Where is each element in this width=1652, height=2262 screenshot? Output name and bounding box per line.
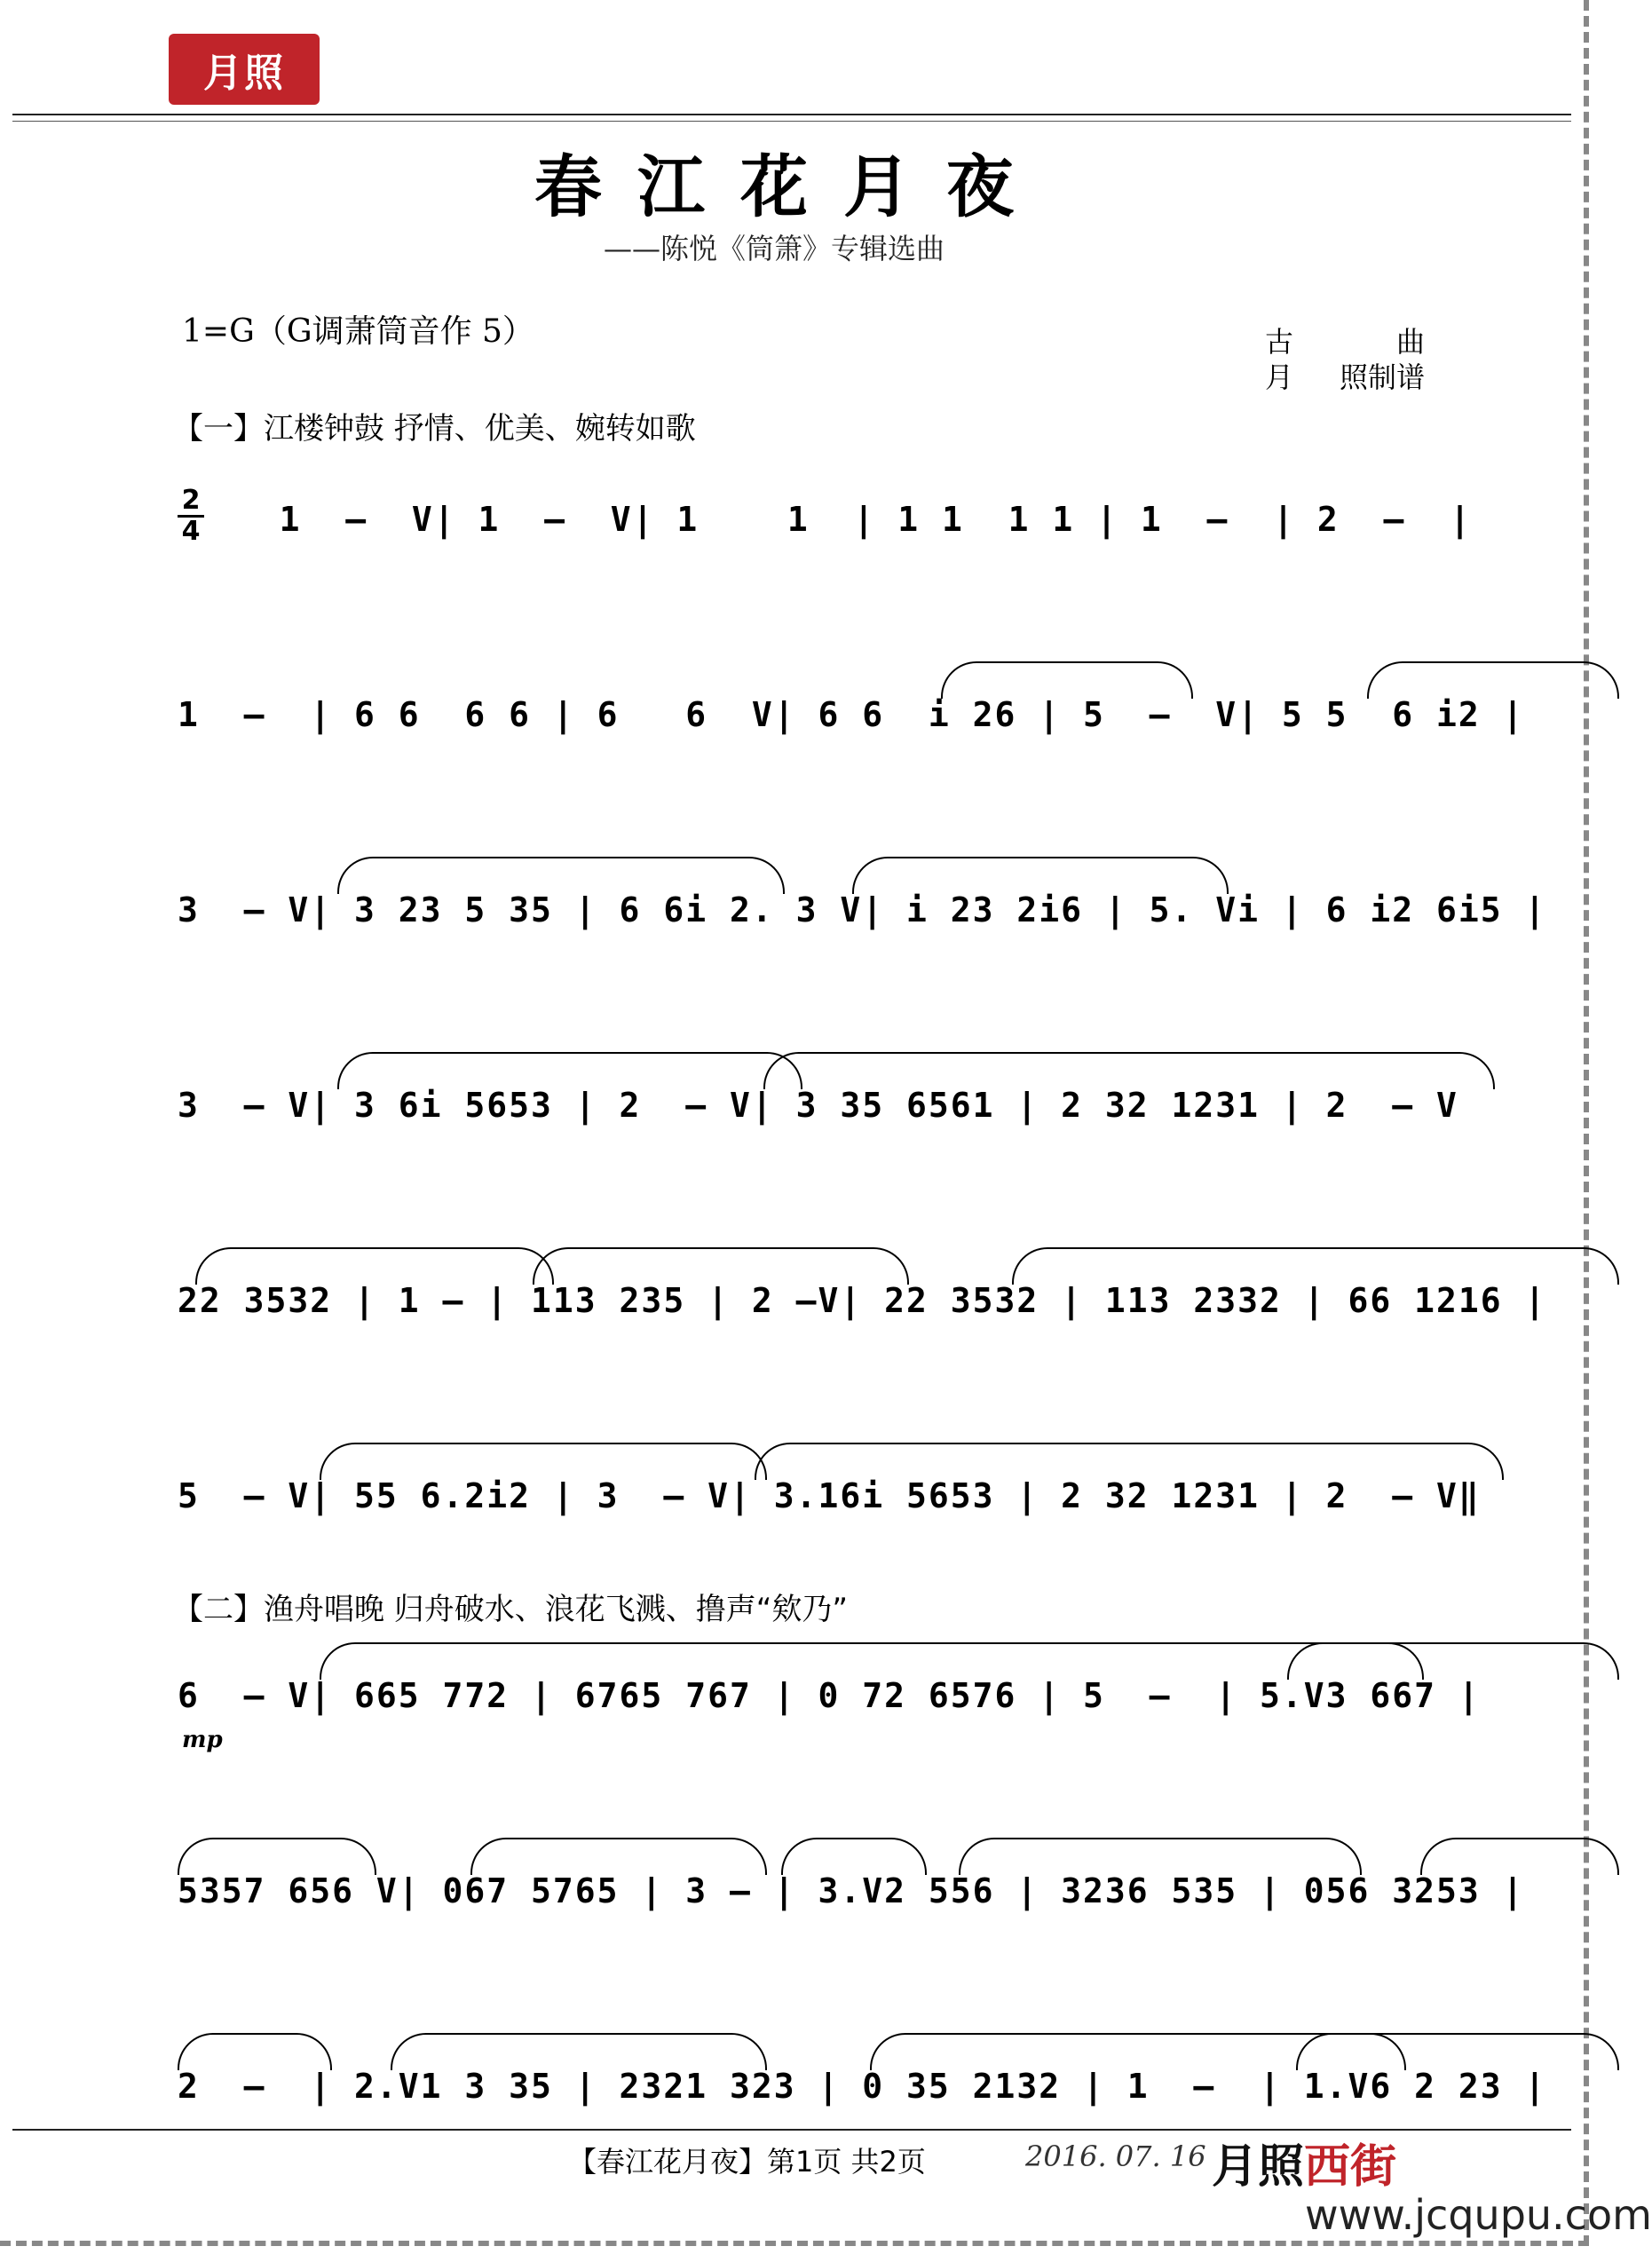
staff-line-5: [178, 1238, 1547, 1372]
key-signature: 1=G（G调萧筒音作 5）: [182, 313, 534, 350]
staff-line-8: [178, 1829, 1525, 1962]
arranger-a: 月: [1265, 360, 1294, 394]
watermark-url: www.jcqupu.com: [1305, 2191, 1652, 2239]
staff-line-6: [178, 1434, 1481, 1567]
staff-notes: 6 – V| 665 772 | 6765 767 | 0 72 6576 | 5 – | 5.V3 667 |: [178, 1676, 1481, 1715]
staff-notes: 22 3532 | 1 – | 113 235 | 2 –V| 22 3532 | 113 2332 | 66 1216 |: [178, 1281, 1547, 1320]
origin-b: 曲: [1395, 325, 1425, 359]
staff-notes: 5 – V| 55 6.2i2 | 3 – V| 3.16i 5653 | 2 32 1231 | 2 – V‖: [178, 1476, 1481, 1515]
staff-notes: 3 – V| 3 6i 5653 | 2 – V| 3 35 6561 | 2 32 1231 | 2 – V: [178, 1086, 1458, 1125]
origin-a: 古: [1265, 325, 1294, 359]
dynamic-mark: mp: [182, 1727, 223, 1753]
time-signature-top: 2: [181, 485, 201, 516]
staff-notes: 3 – V| 3 23 5 35 | 6 6i 2. 3 V| i 23 2i6 | 5. Vi | 6 i2 6i5 |: [178, 890, 1547, 929]
staff-notes: 1 – V| 1 – V| 1 1 | 1 1 1 1 | 1 – | 2 – |: [213, 500, 1473, 539]
staff-line-1: [213, 457, 1474, 590]
arranger-b: 照制谱: [1339, 360, 1425, 394]
header-rule: [12, 114, 1571, 115]
composer-block: [1265, 324, 1425, 395]
footer-page-info: 【春江花月夜】第1页 共2页: [568, 2145, 926, 2179]
section-heading-1: 【一】江楼钟鼓 抒情、优美、婉转如歌: [173, 411, 696, 447]
watermark-logo-a: 月照: [1212, 2139, 1305, 2194]
header-rule-thin: [12, 121, 1571, 122]
footer-date: 2016. 07. 16: [1025, 2139, 1206, 2173]
staff-notes: 5357 656 V| 067 5765 | 3 – | 3.V2 556 | 3236 535 | 056 3253 |: [178, 1871, 1525, 1910]
time-signature-bottom: 4: [181, 516, 201, 547]
seal-logo: 月照: [169, 34, 320, 105]
staff-notes: 1 – | 6 6 6 6 | 6 6 V| 6 6 i 26 | 5 – V| 5 5 6 i2 |: [178, 695, 1525, 734]
staff-line-7: [178, 1633, 1481, 1767]
staff-line-3: [178, 848, 1547, 981]
section-heading-2: 【二】渔舟唱晚 归舟破水、浪花飞溅、撸声“欸乃”: [173, 1592, 849, 1627]
score-subtitle: ——陈悦《筒箫》专辑选曲: [604, 232, 945, 265]
watermark-logo-b: 西街: [1304, 2139, 1397, 2194]
staff-line-2: [178, 652, 1525, 786]
score-title: 春江花月夜: [534, 147, 1049, 226]
staff-notes: 2 – | 2.V1 3 35 | 2321 323 | 0 35 2132 | 1 – | 1.V6 2 23 |: [178, 2067, 1547, 2106]
time-signature: [178, 486, 204, 546]
staff-line-4: [178, 1043, 1458, 1176]
watermark-logo: [1212, 2131, 1434, 2193]
